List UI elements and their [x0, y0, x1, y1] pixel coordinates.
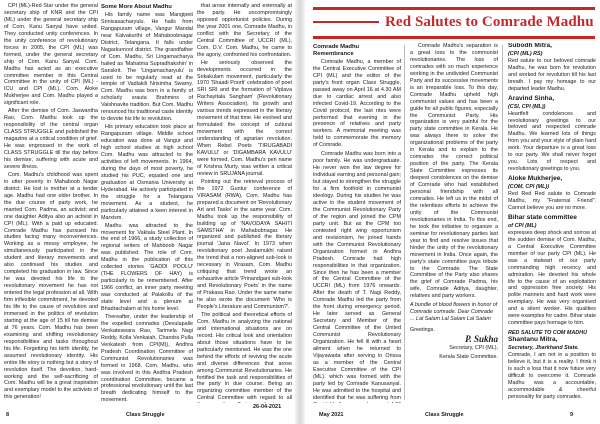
salute-line: RED SALUTE TO COM MADHU	[508, 330, 587, 337]
paragraph: Thereafter, under the leadership of the expelled comrades (Devulapalle Venkateswara Rao, Tarimela Nagi Reddy, Kolla Venkaiah, Chandra Pulla Venkatesh from CPI(M)), Andhra Pradesh Coordination Committee of Communist Revolutionaries was formed in 1968. Com. Madhu, who was involved in this Andhra Pradesh coordination Committee, became a professional revolutionary until the last breath dedicating himself to the movement.	[101, 313, 193, 403]
closing-note: A bundle of blood flowers in honor of Comrade comrade. Dear Comrade ... Lal Salam Lal Salam Lal Salam	[410, 302, 498, 323]
sender-name: Shantanu Mitra,	[508, 336, 558, 344]
signature: P. Sukha	[465, 334, 498, 345]
sender-name: Subodh Mitra,	[508, 43, 552, 49]
right-column-3	[508, 43, 596, 403]
right-page-masthead: Class Struggle	[425, 412, 464, 418]
page-gutter	[295, 0, 305, 424]
message-text: expresses deep shock and sorrow at the sudden demise of Com. Madhu, a Central Executive Committee member of our party CPI (ML). He was a stalwart of our party commanding high recency and admiration. He devoted his whole life to the cause of an exploitation and oppression free society. His polite manners and hard work were exemplary. He was very organised and a silent worker. His qualities were examples for cadre. Bihar state committee pays homage to him.	[508, 229, 596, 327]
paragraph: CPI (ML)-Red Star under the general secretary ship of KNR and the CPI (ML) under the general secretary ship of Com. Kanu Sanyal have united. They conducted unity conferences. In the unity conference of revolutionary forces in 2005, the CPI (ML) was formed, under the general secretary ship of Com. Kanu Sanyal. Com. Madhu has acted as an executive committee member in this Central Committee in the unity of CPI (ML) -ICU and CPI (ML). Com. Aloke Mukherjee and Com. Madhu played a significant role.	[4, 3, 98, 107]
paragraph: Madhu was attracted to the movement for Vaktala Steel Plant. In the end of 1966, a study collection of regional writers of Mahboob Nagar was published. The role of Com. Madhu in the publication of this collected stories 'GADDI POOLU' (THE FLOWERS OF HAY) is particularly to be remembered. After 1966 conflict, an inner party meeting was conducted at Palakollu of the state level and a plenum at Bhadrachalam at his home level.	[101, 222, 193, 312]
sender-org: (COM, CPI (ML))	[508, 184, 550, 191]
left-column-1	[4, 3, 98, 403]
paragraph: that arose internally and externally at the party. He uncompromisingly opposed opportunist policies. During the year 2001 one, Comrade Madhu, in conflict with the Secretary of the Central Committee of UCCRI (ML), Com. D.V. Com. Madhu, he came to the agony, confronted his confrontation.	[197, 3, 292, 58]
right-page-date: May 2021	[319, 412, 344, 418]
message-text: Heartfelt condolences and revolutionary greetings to our beloved and respected comrade Madhu. We learned lots of things from you and your style of plain hard work. Your departure is a great loss to our party. We shall never forget you. Lots of respect and revolutionary greetings to you.	[508, 110, 596, 173]
right-page-number: 9	[570, 412, 574, 418]
paragraph: Pointing out the retrieval process of the 1972 Guntur conference of VIRASAM (RWA), Com. Madhu has prepared a document on 'Revolutionary Art and Tasks' in the same year. Com. Madhu took up the responsibility of building up of 'NAVODAYA SAHITI SAMSTHA' in Mahabubnagar. He organized and published the literary journal 'Jana Navol'. In 1973 when revolutionary poet Jwalamukhi raised the trend that a non-aligned sub-look is necessary in Virasam, Com. Madhu critiquing that trend wrote an exhaustive article 'Prinandgani sub-look and Revolutionary Poets' in the name of Prakasa Rao. Under the same name he also wrote the document 'Who is People's Literature and Communism?'.	[197, 178, 292, 310]
banner-lead-rule	[313, 21, 379, 23]
column-divider	[502, 45, 503, 400]
sender-org: of CPI (ML)	[508, 222, 537, 229]
sender-org: (CPI (ML) RS)	[508, 50, 543, 57]
sender-name: Bihar state committee	[508, 213, 577, 221]
paragraph: His primary education took place at Rangapuram village. Middle school education was done at Vangur and high school studies at high school Com. Madhu was attracted to the activities of left movements. In 1964, during the days of most poverty, he studied his PUC, equated one and graduation at Osmania University at Hyderabad. He actively participated in the struggle for a Telangana movement. As a student, he particularly attained a keen interest in Marxism.	[101, 124, 193, 221]
condolence-message	[508, 96, 596, 173]
paragraph: His family name was Mangipeti Srinivasacharyulu. He hails from Rangapuram village, Vangur Mandal near Kalvakurthi of Mahaboobnagar District, Telangana. It falls under Nagarkurnool district. The grandfather of Com. Madhu, Sri Lingamacharya hailed as 'Mahatma Supradhakshin' in Sanskrit. The 'Lingamacharyulu' is used to be regularly read at the temple of Vadlakili Nrisimha Swamy. Com. Madhu was born in a family of scholarly srauta Brahmins of Vaishnavite tradition. But Com. Madhu renounced his traditional caste identity to devote his life to revolution.	[101, 11, 193, 123]
sender-org: (CSI, CPI (ML))	[508, 103, 546, 110]
paragraph: The political and theoretical efforts of Com. Madhu in analyzing the national and international situations are on record. His critical look and orientation about those situations have to be particularly mentioned. He was the one behind the efforts of reviving the acute and diverse differences that arose among Communist Revolutionaries. He fortified the task and responsibilities of the party in due course. Being an organizing committee member of the Central Committee with regard to all	[197, 311, 292, 402]
sender-name: Aravind Sinha,	[508, 94, 555, 102]
condolence-message	[508, 43, 596, 93]
left-page-date: 26-04-2021	[253, 404, 282, 410]
column-divider	[404, 45, 405, 400]
paragraph: Com. Madhu's childhood was spent in utter poverty in Mahaboob Nagar district. He lost is mother at a tender age. Madhu had one elder brother. In the due course of party work, he married Com. Padma, an activist; and one daughter Aditya also an activist in CPI (ML). With a paid up educated. Comrade Madhu has pursued his studies facing many inconveniences. Working as a messy employee, he simultaneously participated in the student and literary movements and also continued his studies and completed his graduation in law. Since he was devoted his life to the revolutionary movement he has not entered the legal profession at all. With firm inflexible commitment, he devoted his life to the cause of revolution and immersed in the politics of revolution starting at the age of 15 till his demise at 76 years. Com. Madhu has been examining and shifting revolutionary responsibilities and tasks throughout his life. Forgetting his birth identity, he assumed revolutionary identity. His entire life story is nothing but a story of revolution itself. The devotion, hard-working and the self-sacrificing of Com. Madhu will be a great inspiration and exemplary model to the activists of this generation!	[4, 171, 98, 401]
right-column-2	[410, 43, 498, 403]
paragraph: Comrade Madhu's separation is a great loss to the communist revolutionaries. The loss of comrades with so much experience working in the undivided Communist Party and its successive movements is an irreparable loss. To this day, Comrade Madhu upheld high communist values and has been a guide for all public figures, especially the Communist Party. His organization is very painful for the party state committee in Kerala. He was always there to solve the organizational problems of the party in Kerala and to explain to the comrades the correct political position of the party. The Kerala State Committee expresses its deepest condolences on the demise of Comrade who had established personal friendship with all comrades. He left us in the midst of the relentless efforts to achieve the unity of the Communist revolutionaries in India. To this end, he took the initiative to organize a seminar for revolutionary parties last year to find and resolve issues that hinder the unity of the revolutionary movement in India. Once again, the party's state committee pays tribute to the Comrade. The State Committee of the Party also shares the grief of Comrade Padma, his wife, Comrade Aditya, daughter, relatives and party workers.	[410, 43, 498, 300]
paragraph: Comrade Madhu, a member of the Central Executive Committee of CPI (ML) and the editor of the party's front organ Class Struggle, passed away on April 16 at 4.30 AM due to cardiac arrest and also infected Covid-19. According to the Covid protocol, the last rites were performed that evening in the presence of relatives and party workers. A memorial meeting was held to commemorate the memory of Comrade.	[313, 58, 401, 149]
section-heading: Some More About Madhu	[101, 4, 172, 10]
message-text: Red Red Red salute to Comrade Madhu, my "Fraternal Friend". Cannot believe you are no more.	[508, 191, 596, 211]
sender-org: Secretary, Jharkhand State.	[508, 345, 579, 352]
banner-rule-bottom	[313, 36, 595, 39]
greeting: Greetings.	[410, 327, 435, 334]
paragraph: He seriously observed the developments occurred in the Srikakulam movement, particularly the 1970 'Shaadi Poorti' celebration of poet SRI SRI and the formation of 'Viplava Rachayitala Sangham' (Revolutionary Writers Association). Its growth and various trends expressed in the literary movement of that time. He evolved and formulated the concept of cultural movement with the correct understanding of agrarian revolution. When Rebel Poets 'TIRUGABADI KAVULU' or 'DIGAMBARA KAVULU' were formed, Com. Madhu's pen name of Krishna Murty, was written a critical review in SRUJANA journal.	[197, 59, 292, 177]
paragraph: After the demise of Com. Jaswantha Rao, Com. Madhu took up the responsibility of the central organ CLASS STRUGGLE and published the magazine at a critical condition of grief. He was engrossed in the work of CLASS STRUGGLE till the day before his demise, suffering with acute and severe illness.	[4, 108, 98, 170]
headline-banner	[313, 7, 595, 39]
left-page	[0, 0, 295, 424]
message-text: Red salute to our beloved comrade Madhu, he was born for revolution and worked for revolution till his last breath. I pay my homage to our departed leader Madhu.	[508, 57, 596, 92]
paragraph: Comrade Madhu was born into a poor family. He was undergraduate. He never won the law degree for individual earning and personal gain; but stayed to strengthen the struggle for a firm foothold in communist ideology. During his studies he was active in the student movement of the Communist Revolutionary Party of the region and joined the CPM party unit. But as the CPM too contested right wing opportunism and revisionism, he joined hands with the Communist Revolutionary Organization formed in Andhra Pradesh. Comrade had high responsibilities in that organization. Since then he has been a member of the Central Committee of the UCCRI (ML) from 1976 onwards. After the death of T. Nagi Reddy, Comrade Madhu led the party from the front during emergency period. He later served as General Secretary and Member of the Central Committee of the United Communist Revolutionary Organization. He fell ill with a heart ailment when he returned to Vijayawada after serving in Orissa as a member of the Central Executive Committee of the CPI (ML). which was formed with the party led by Comrade Kanusanyal. He was admitted to the hospital and identified that he was suffering from	[313, 151, 401, 401]
signatory-org: Kerala State Committee.	[439, 353, 498, 360]
condolence-message	[508, 330, 596, 401]
left-column-2	[101, 3, 193, 403]
message-text: Comrade, I am not in a position to believe it, but it is a reality. I think it is such a loss that it now future very difficult to overcome it. Comrade Madhu was a accountable, accommodable & cheerful personality for party comrades.	[508, 352, 596, 400]
sender-name: Aloke Mukherjee,	[508, 175, 563, 183]
signatory-title: Secretary, CPI (ML),	[449, 345, 498, 352]
left-page-number: 8	[6, 412, 10, 418]
condolence-message	[508, 176, 596, 212]
left-page-masthead: Class Struggle	[126, 412, 165, 418]
right-page	[305, 0, 600, 424]
section-heading: Comrade Madhu Remembrance	[313, 44, 360, 57]
banner-rule-top	[313, 7, 595, 10]
condolence-message	[508, 215, 596, 327]
headline-title: Red Salutes to Comrade Madhu	[385, 14, 594, 30]
right-column-1	[313, 43, 401, 403]
left-column-3	[197, 3, 292, 403]
